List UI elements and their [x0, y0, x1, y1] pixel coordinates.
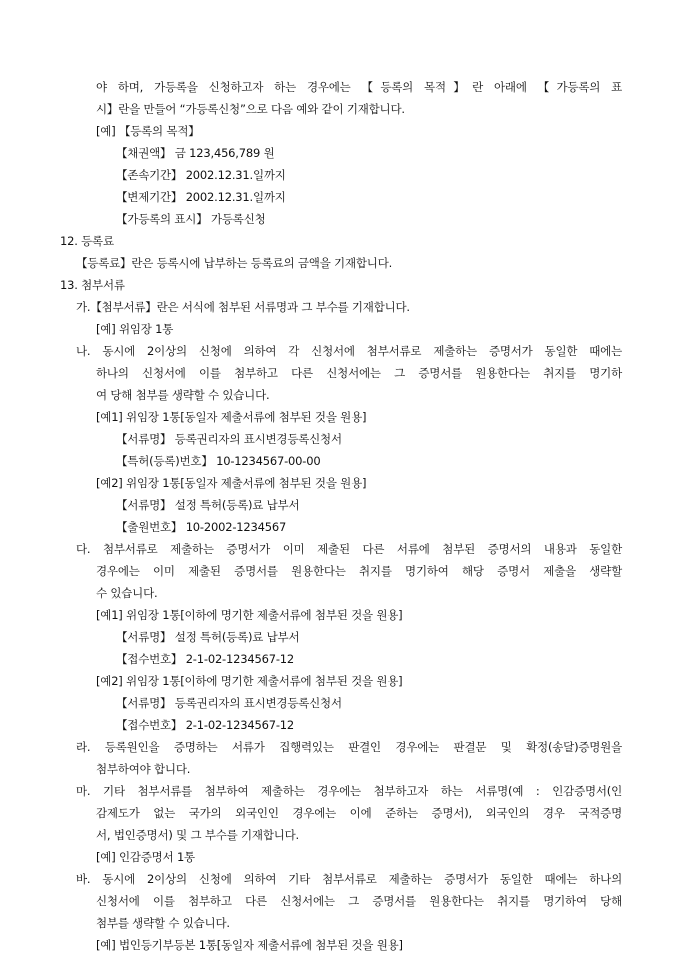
- list-item: 가.【첨부서류】란은 서식에 첨부된 서류명과 그 부수를 기재합니다.: [76, 300, 410, 314]
- section-heading: 12. 등록료: [60, 234, 114, 248]
- example-field: 【서류명】 설정 특허(등록)료 납부서: [116, 498, 300, 512]
- text-line: 신청서에 이를 첨부하고 다른 신청서에는 그 증명서를 원용한다는 취지를 명기하여 당해: [96, 894, 622, 908]
- text-line: 여 당해 첨부를 생략할 수 있습니다.: [96, 388, 270, 402]
- text-line: 감제도가 없는 국가의 외국인인 경우에는 이에 준하는 증명서), 외국인의 경우 국적증명: [96, 806, 622, 820]
- text-line: 하나의 신청서에 이를 첨부하고 다른 신청서에는 그 증명서를 원용한다는 취지를 명기하: [96, 366, 622, 380]
- example-field: 【존속기간】 2002.12.31.일까지: [116, 168, 286, 182]
- example-field: 【접수번호】 2-1-02-1234567-12: [116, 652, 295, 666]
- example-field: 【변제기간】 2002.12.31.일까지: [116, 190, 286, 204]
- text-line: 첨부하여야 합니다.: [96, 762, 191, 776]
- list-item: 바. 동시에 2이상의 신청에 의하여 기타 첨부서류로 제출하는 증명서가 동일한 때에는 하나의: [76, 872, 622, 886]
- text-line: 야 하며, 가등록을 신청하고자 하는 경우에는 【등록의 목적】란 아래에 【가등록의 표: [96, 80, 622, 94]
- text-line: 경우에는 이미 제출된 증명서를 원용한다는 취지를 명기하여 해당 증명서 제출을 생략할: [96, 564, 622, 578]
- example-field: 【서류명】 등록권리자의 표시변경등록신청서: [116, 432, 342, 446]
- list-item: 라. 등록원인을 증명하는 서류가 집행력있는 판결인 경우에는 판결문 및 확정(송달)증명원을: [76, 740, 622, 754]
- text-line: 【등록료】란은 등록시에 납부하는 등록료의 금액을 기재합니다.: [76, 256, 393, 270]
- example-label: [예] 법인등기부등본 1통[동일자 제출서류에 첨부된 것을 원용]: [96, 938, 403, 952]
- list-item: 나. 동시에 2이상의 신청에 의하여 각 신청서에 첨부서류로 제출하는 증명서가 동일한 때에는: [76, 344, 622, 358]
- example-field: 【서류명】 등록권리자의 표시변경등록신청서: [116, 696, 342, 710]
- text-line: 수 있습니다.: [96, 586, 158, 600]
- text-line: 시】란을 만들어 “가등록신청”으로 다음 예와 같이 기재합니다.: [96, 102, 405, 116]
- example-field: 【서류명】 설정 특허(등록)료 납부서: [116, 630, 300, 644]
- text-line: 서, 법인증명서) 및 그 부수를 기재합니다.: [96, 828, 300, 842]
- example-label: [예2] 위임장 1통[동일자 제출서류에 첨부된 것을 원용]: [96, 476, 367, 490]
- example-field: 【특허(등록)번호】 10-1234567-00-00: [116, 454, 321, 468]
- example-field: 【출원번호】 10-2002-1234567: [116, 520, 287, 534]
- example-label: [예2] 위임장 1통[이하에 명기한 제출서류에 첨부된 것을 원용]: [96, 674, 403, 688]
- section-heading: 13. 첨부서류: [60, 278, 125, 292]
- example-label: [예] 【등록의 목적】: [96, 124, 200, 138]
- list-item: 다. 첨부서류로 제출하는 증명서가 이미 제출된 다른 서류에 첨부된 증명서의 내용과 동일한: [76, 542, 622, 556]
- example-field: 【채권액】 금 123,456,789 원: [116, 146, 275, 160]
- example-label: [예1] 위임장 1통[동일자 제출서류에 첨부된 것을 원용]: [96, 410, 367, 424]
- example-label: [예] 위임장 1통: [96, 322, 174, 336]
- example-label: [예1] 위임장 1통[이하에 명기한 제출서류에 첨부된 것을 원용]: [96, 608, 403, 622]
- list-item: 마. 기타 첨부서류를 첨부하여 제출하는 경우에는 첨부하고자 하는 서류명(예 : 인감증명서(인: [76, 784, 622, 798]
- example-field: 【접수번호】 2-1-02-1234567-12: [116, 718, 295, 732]
- example-label: [예] 인감증명서 1통: [96, 850, 195, 864]
- example-field: 【가등록의 표시】 가등록신청: [116, 212, 266, 226]
- text-line: 첨부를 생략할 수 있습니다.: [96, 916, 230, 930]
